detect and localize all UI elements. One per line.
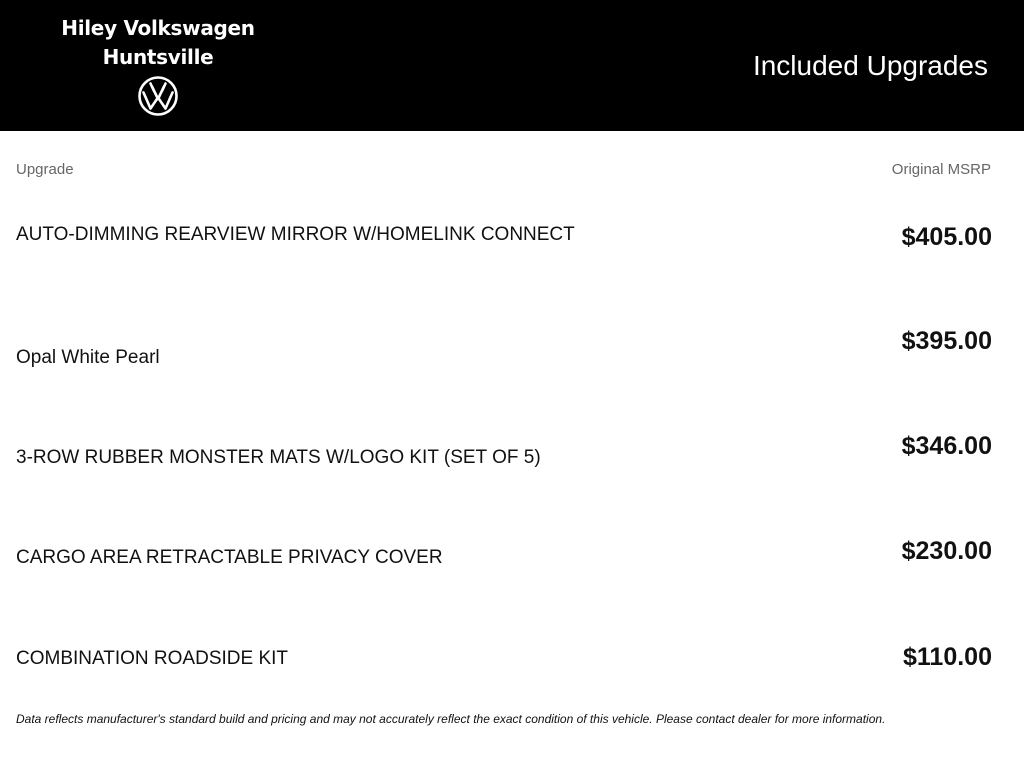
upgrade-column-header: Upgrade [16,161,74,178]
msrp-column-header: Original MSRP [891,161,991,178]
upgrade-name: CARGO AREA RETRACTABLE PRIVACY COVER [16,547,443,568]
upgrade-price: $110.00 [903,643,992,671]
header-banner [0,0,1024,131]
upgrade-price: $346.00 [901,432,992,460]
list-item [0,431,1024,531]
disclaimer-text: Data reflects manufacturer's standard build and pricing and may not accurately reflect the exact condition of this vehicle. Please contact dealer for more information. [16,712,886,726]
upgrade-price: $395.00 [901,327,992,355]
upgrade-price: $230.00 [901,537,992,565]
page-title: Included Upgrades [752,50,988,81]
upgrade-name: 3-ROW RUBBER MONSTER MATS W/LOGO KIT (SET OF 5) [16,447,541,468]
dealer-name: Hiley Volkswagen [61,16,255,40]
dealer-branding [48,14,268,117]
list-item [0,222,1024,322]
list-item [0,326,1024,426]
upgrade-price: $405.00 [901,223,992,251]
upgrade-name: Opal White Pearl [16,347,160,368]
upgrade-name: AUTO-DIMMING REARVIEW MIRROR W/HOMELINK CONNECT [16,224,575,245]
dealer-location: Huntsville [102,45,214,69]
vw-logo-icon [137,75,179,117]
upgrade-name: COMBINATION ROADSIDE KIT [16,648,289,669]
list-item [0,536,1024,636]
